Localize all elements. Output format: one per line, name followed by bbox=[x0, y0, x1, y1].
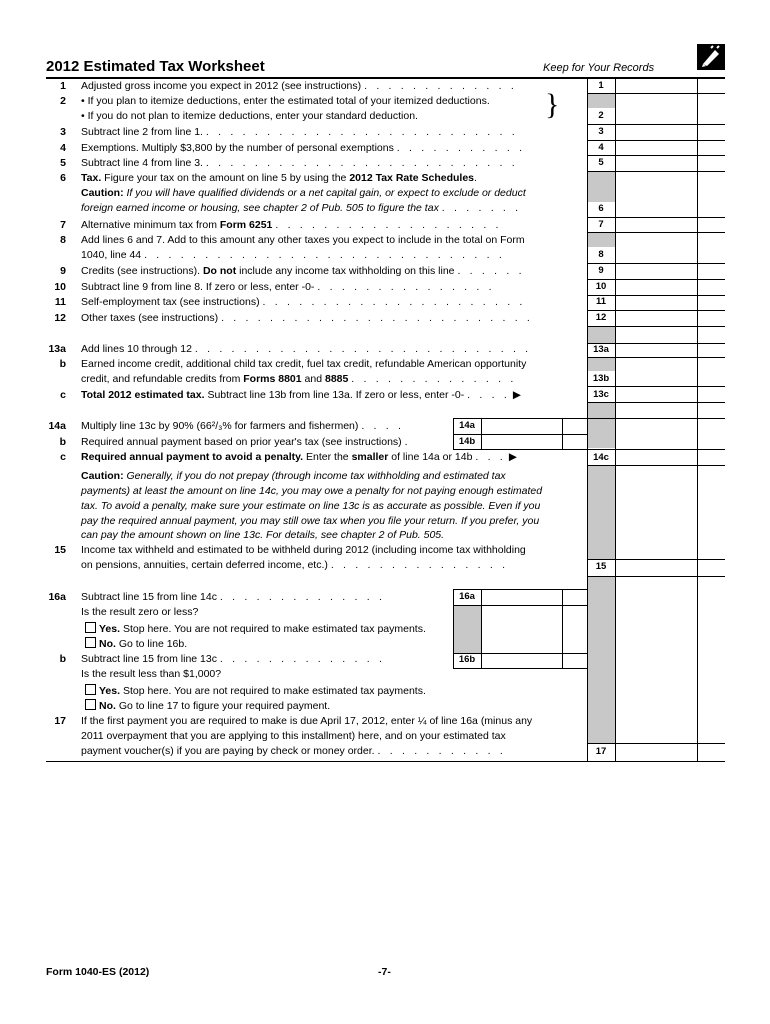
line-14a-text: Multiply line 13c by 90% (66²/₃% for farmers and fishermen) . . . . bbox=[81, 420, 405, 432]
line-13a-text: Add lines 10 through 12 . . . . . . . . . . . . . . . . . . . . . . . . . . . . bbox=[81, 343, 532, 355]
line-16a-yes[interactable]: Yes. Stop here. You are not required to make estimated tax payments. bbox=[85, 622, 426, 635]
yes-checkbox[interactable] bbox=[85, 684, 96, 695]
line-17c-text: payment voucher(s) if you are paying by check or money order. . . . . . . . . . . . bbox=[81, 745, 506, 757]
line-num: b bbox=[59, 358, 66, 370]
line-num: 11 bbox=[54, 296, 66, 308]
line-17b-text: 2011 overpayment that you are applying to this installment) here, and on your estimated tax bbox=[81, 730, 506, 742]
line-2a-text: • If you plan to itemize deductions, enter the estimated total of your itemized deductions. bbox=[81, 95, 490, 107]
shade-16 bbox=[588, 576, 615, 743]
box-label: 15 bbox=[595, 561, 607, 572]
line-9-text: Credits (see instructions). Do not include any income tax withholding on this line . . . . . . bbox=[81, 265, 525, 277]
line-num: c bbox=[60, 451, 66, 463]
box-label: 14c bbox=[593, 452, 609, 463]
shade-16a-inner bbox=[454, 605, 481, 653]
box-label: 8 bbox=[598, 249, 604, 260]
shade-6 bbox=[588, 172, 615, 202]
line-11-text: Self-employment tax (see instructions) . . . . . . . . . . . . . . . . . . . . . . bbox=[81, 296, 526, 308]
line-num: 8 bbox=[60, 234, 66, 246]
line-17a-text: If the first payment you are required to make is due April 17, 2012, enter ¼ of line 16a (minus any bbox=[81, 715, 533, 727]
line-13b-text-2: credit, and refundable credits from Forms 8801 and 8885 . . . . . . . . . . . . . . bbox=[81, 373, 517, 385]
brace-icon: } bbox=[545, 88, 560, 121]
yes-checkbox[interactable] bbox=[85, 622, 96, 633]
line-2b-text: • If you do not plan to itemize deductions, enter your standard deduction. bbox=[81, 110, 418, 122]
shade-13b bbox=[588, 357, 615, 371]
line-16a-no[interactable]: No. Go to line 16b. bbox=[85, 637, 187, 650]
box-label: 9 bbox=[598, 265, 604, 276]
page-title: 2012 Estimated Tax Worksheet bbox=[46, 58, 265, 75]
caution-line-5: can pay the amount shown on line 13c. For details, see chapter 2 of Pub. 505. bbox=[81, 529, 445, 541]
line-6-caution-2: foreign earned income or housing, see chapter 2 of Pub. 505 to figure the tax . . . . . . . bbox=[81, 202, 522, 214]
line-num: 14a bbox=[48, 420, 66, 432]
box-label: 12 bbox=[595, 312, 607, 323]
line-num: 4 bbox=[60, 142, 66, 154]
line-num: 5 bbox=[60, 157, 66, 169]
column-divider-mid bbox=[615, 78, 616, 761]
box-label: 6 bbox=[598, 203, 604, 214]
inner-box-label: 14b bbox=[458, 436, 476, 447]
no-checkbox[interactable] bbox=[85, 637, 96, 648]
shade-14ab bbox=[588, 402, 615, 448]
caution-line-4: pay the required annual payment, you may still owe tax when you file your return. If you prefer, you bbox=[81, 515, 540, 527]
line-8a-text: Add lines 6 and 7. Add to this amount any other taxes you expect to include in the total on Form bbox=[81, 234, 525, 246]
line-num: 9 bbox=[60, 265, 66, 277]
line-12-text: Other taxes (see instructions) . . . . . . . . . . . . . . . . . . . . . . . . . . bbox=[81, 312, 534, 324]
line-num: 1 bbox=[60, 80, 66, 92]
line-num: 7 bbox=[60, 219, 66, 231]
line-num: 12 bbox=[54, 312, 66, 324]
line-14b-text: Required annual payment based on prior year's tax (see instructions) . bbox=[81, 436, 411, 448]
line-num: 16a bbox=[48, 591, 66, 603]
line-6-text: Tax. Figure your tax on the amount on line 5 by using the 2012 Tax Rate Schedules. bbox=[81, 172, 477, 184]
line-15b-text: on pensions, annuities, certain deferred income, etc.) . . . . . . . . . . . . . . . bbox=[81, 559, 509, 571]
box-label: 11 bbox=[595, 296, 607, 307]
keep-records-note: Keep for Your Records bbox=[543, 62, 655, 74]
no-checkbox[interactable] bbox=[85, 699, 96, 710]
line-14c-text: Required annual payment to avoid a penalty. Enter the smaller of line 14a or 14b . . . ▶ bbox=[81, 451, 517, 463]
page-number: -7- bbox=[378, 966, 391, 978]
box-label: 7 bbox=[598, 219, 604, 230]
line-16b-text: Subtract line 15 from line 13c . . . . . . . . . . . . . . bbox=[81, 653, 386, 665]
bottom-rule bbox=[46, 761, 725, 762]
column-divider-cents bbox=[697, 78, 698, 761]
shade-gap-12 bbox=[588, 326, 615, 343]
inner-box-label: 16b bbox=[458, 654, 476, 665]
line-num: c bbox=[60, 389, 66, 401]
box-label: 1 bbox=[598, 80, 604, 91]
box-label: 17 bbox=[595, 746, 607, 757]
line-16b-no[interactable]: No. Go to line 17 to figure your required payment. bbox=[85, 699, 330, 712]
line-6-caution: Caution: If you will have qualified dividends or a net capital gain, or expect to exclude or deduct bbox=[81, 187, 526, 199]
line-16a-text: Subtract line 15 from line 14c . . . . . . . . . . . . . . bbox=[81, 591, 386, 603]
box-label: 3 bbox=[598, 126, 604, 137]
line-num: 10 bbox=[54, 281, 66, 293]
line-num: 15 bbox=[54, 544, 66, 556]
line-1-text: Adjusted gross income you expect in 2012 (see instructions) . . . . . . . . . . . . . bbox=[81, 80, 518, 92]
box-label: 5 bbox=[598, 157, 604, 168]
inner-box-label: 14a bbox=[459, 420, 475, 431]
line-num: b bbox=[59, 653, 66, 665]
top-rule bbox=[46, 77, 725, 79]
shade-caution bbox=[588, 465, 615, 559]
caution-line-3: tax. To avoid a penalty, make sure your estimate on line 13c is as accurate as possible. Even if you bbox=[81, 500, 541, 512]
inner-box-label: 16a bbox=[459, 591, 475, 602]
line-num: 6 bbox=[60, 172, 66, 184]
shade-2 bbox=[588, 94, 615, 108]
line-7-text: Alternative minimum tax from Form 6251 . . . . . . . . . . . . . . . . . . . bbox=[81, 219, 502, 231]
pencil-logo-icon bbox=[697, 44, 725, 70]
box-label: 13c bbox=[593, 389, 609, 400]
box-label: 4 bbox=[598, 142, 604, 153]
box-label: 13b bbox=[592, 373, 610, 384]
line-5-text: Subtract line 4 from line 3. . . . . . . . . . . . . . . . . . . . . . . . . . . bbox=[81, 157, 518, 169]
line-num: 13a bbox=[48, 343, 66, 355]
shade-8 bbox=[588, 233, 615, 247]
line-16a-question: Is the result zero or less? bbox=[81, 606, 199, 618]
line-16b-question: Is the result less than $1,000? bbox=[81, 668, 222, 680]
caution-line-2: payments) at least the amount on line 14c, you may owe a penalty for not paying enough estimated bbox=[81, 485, 543, 497]
line-13c-text: Total 2012 estimated tax. Subtract line 13b from line 13a. If zero or less, enter -0- . . . . ▶ bbox=[81, 389, 521, 401]
box-label: 2 bbox=[598, 110, 604, 121]
line-num: 2 bbox=[60, 95, 66, 107]
line-10-text: Subtract line 9 from line 8. If zero or less, enter -0- . . . . . . . . . . . . . . . bbox=[81, 281, 495, 293]
line-4-text: Exemptions. Multiply $3,800 by the number of personal exemptions . . . . . . . . . . . bbox=[81, 142, 526, 154]
line-num: 17 bbox=[54, 715, 66, 727]
line-num: b bbox=[59, 436, 66, 448]
caution-line-1: Caution: Generally, if you do not prepay (through income tax withholding and estimated tax bbox=[81, 470, 506, 482]
form-footer: Form 1040-ES (2012) bbox=[46, 966, 150, 978]
box-label: 13a bbox=[593, 344, 609, 355]
line-num: 3 bbox=[60, 126, 66, 138]
line-15a-text: Income tax withheld and estimated to be withheld during 2012 (including income tax withholding bbox=[81, 544, 526, 556]
line-3-text: Subtract line 2 from line 1. . . . . . . . . . . . . . . . . . . . . . . . . . . bbox=[81, 126, 518, 138]
line-8b-text: 1040, line 44 . . . . . . . . . . . . . . . . . . . . . . . . . . . . . . bbox=[81, 249, 505, 261]
box-label: 10 bbox=[595, 281, 607, 292]
line-13b-text: Earned income credit, additional child tax credit, fuel tax credit, refundable American opportunity bbox=[81, 358, 527, 370]
line-16b-yes[interactable]: Yes. Stop here. You are not required to make estimated tax payments. bbox=[85, 684, 426, 697]
